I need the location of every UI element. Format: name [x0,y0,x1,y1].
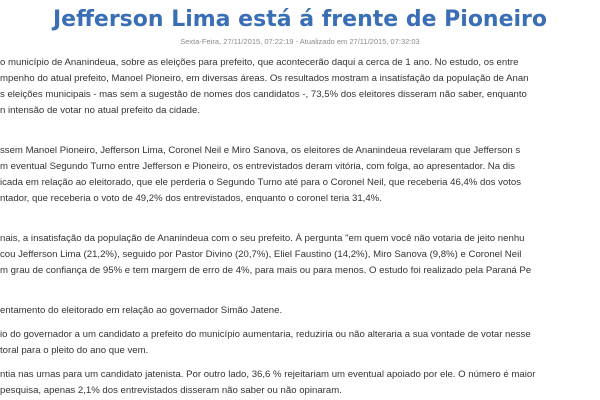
paragraph-line: s eleições municipais - mas sem a sugestão de nomes dos candidatos -, 73,5% dos eleitores disseram não saber, enquanto [0,89,527,100]
paragraph-line: ssem Manoel Pioneiro, Jefferson Lima, Coronel Neil e Miro Sanova, os eleitores de Ananindeua revelaram que Jefferson s [0,145,521,156]
article-timestamp: Sexta-Feira, 27/11/2015, 07:22:19 - Atualizado em 27/11/2015, 07:32:03 [180,37,420,46]
paragraph-line: o município de Ananindeua, sobre as eleições para prefeito, que acontecerão daqui a cerca de 1 ano. No estudo, os entre [0,57,519,68]
paragraph-line: io do governador a um candidato a prefeito do município aumentaria, reduziria ou não alteraria a sua vontade de votar nesse [0,329,531,340]
paragraph-line: cou Jefferson Lima (21,2%), seguido por Pastor Divino (20,7%), Eliel Faustino (14,2%), Miro Sanova (9,8%) e Coronel Neil [0,249,522,260]
paragraph-line: nais, a insatisfação da população de Ananindeua com o seu prefeito. À pergunta "em quem você não votaria de jeito nenhu [0,233,525,244]
paragraph-line: icada em relação ao eleitorado, que ele perderia o Segundo Turno até para o Coronel Neil, que receberia 46,4% dos votos [0,177,522,188]
article-title: Jefferson Lima está á frente de Pioneiro [52,7,548,32]
paragraph-line: m eventual Segundo Turno entre Jefferson e Pioneiro, os entrevistados deram vitória, com folga, ao apresentador. Na dis [0,161,515,172]
paragraph-line: entamento do eleitorado em relação ao governador Simão Jatene. [0,305,283,316]
paragraph-line: n intensão de votar no atual prefeito da cidade. [0,105,201,116]
paragraph-line: pesquisa, apenas 2,1% dos entrevistados disseram não saber ou não opinaram. [0,385,342,396]
paragraph-line: ntia nas urnas para um candidato jatenista. Por outro lado, 36,6 % rejeitariam um eventual apoiado por ele. O número é maior [0,369,536,380]
paragraph-line: m grau de confiança de 95% e tem margem de erro de 4%, para mais ou para menos. O estudo foi realizado pela Paraná Pe [0,265,532,276]
paragraph-line: toral para o pleito do ano que vem. [0,345,149,356]
paragraph-line: ntador, que receberia o voto de 49,2% dos entrevistados, enquanto o coronel teria 31,4%. [0,193,382,204]
paragraph-line: mpenho do atual prefeito, Manoel Pioneiro, em diversas áreas. Os resultados mostram a insatisfação da população de Anan [0,73,529,84]
